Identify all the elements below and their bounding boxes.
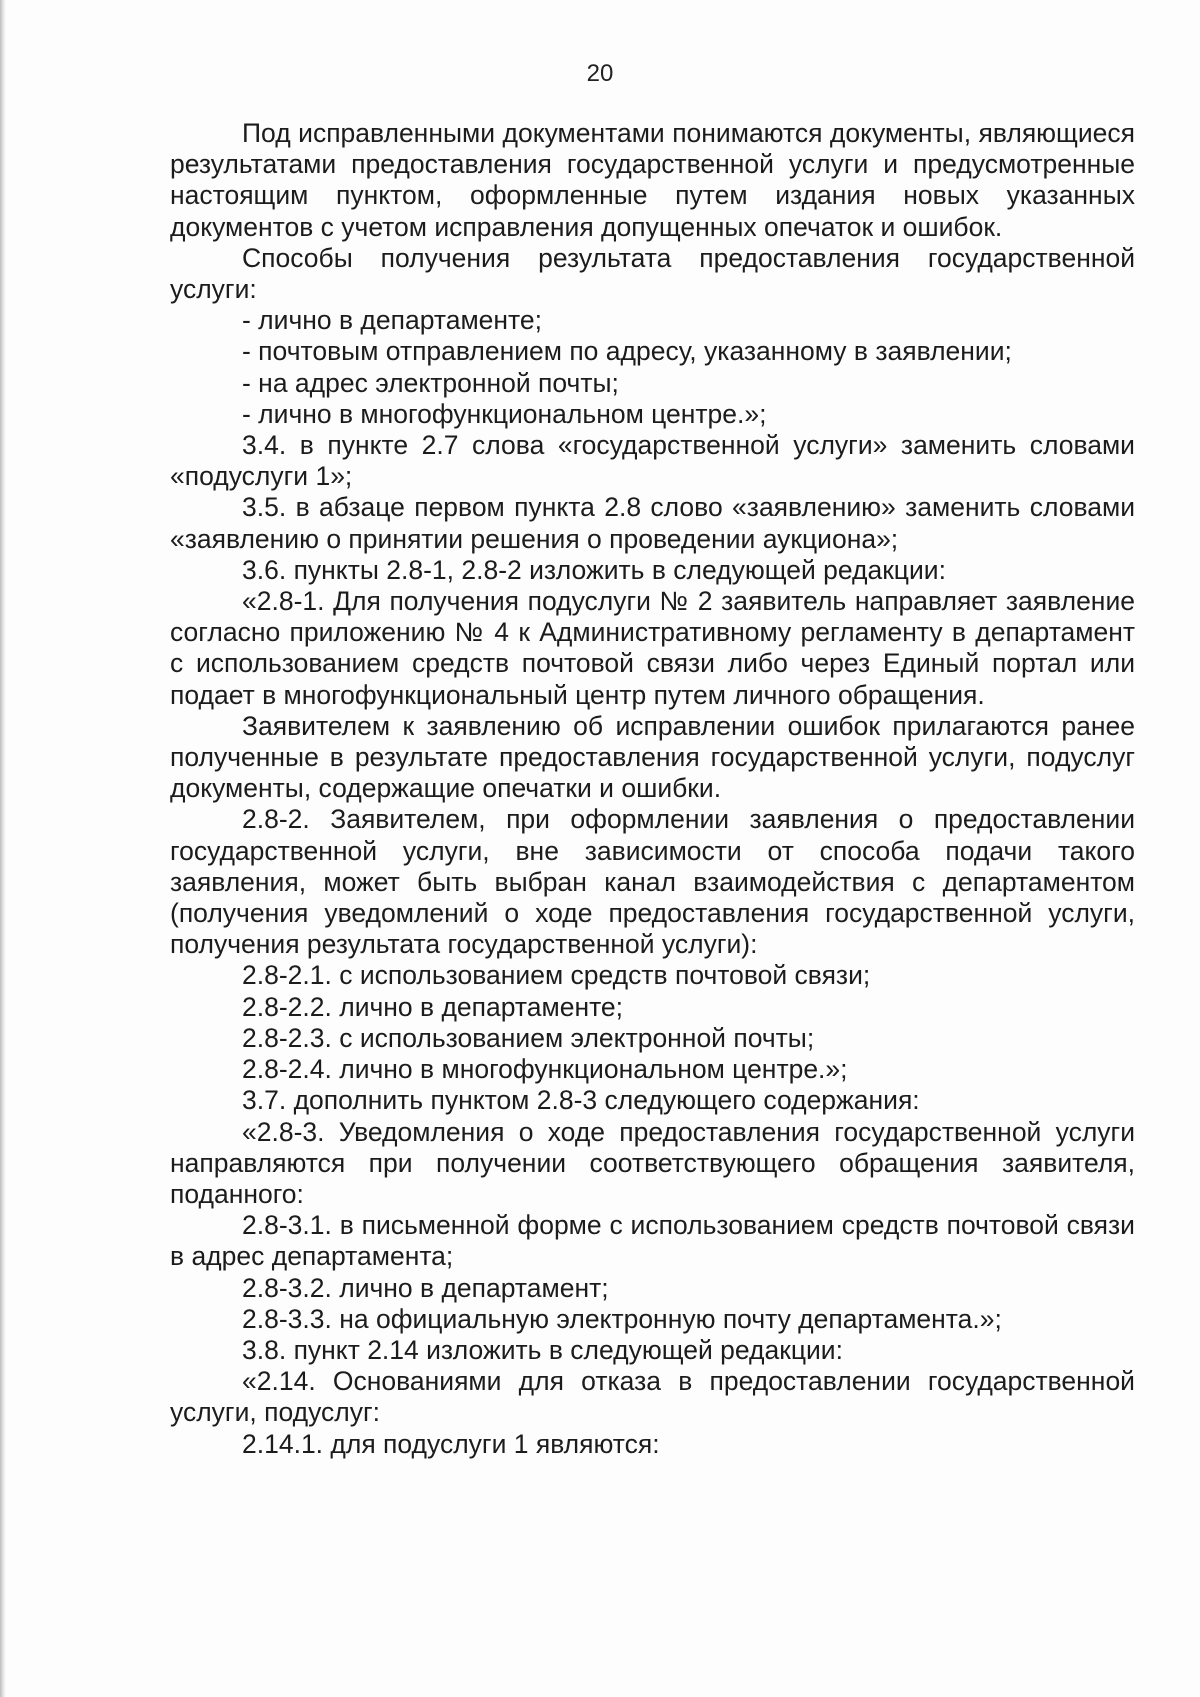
- paragraph-2-8-1: «2.8-1. Для получения подуслуги № 2 заявитель направляет заявление согласно приложению № 4 к Административному регламенту в департамент с использованием средств почтовой связи либо через Единый портал или подает в многофункциональный центр путем личного обращения.: [170, 586, 1135, 710]
- paragraph-2-14: «2.14. Основаниями для отказа в предоставлении государственной услуги, подуслуг:: [170, 1366, 1135, 1428]
- paragraph-3-5: 3.5. в абзаце первом пункта 2.8 слово «заявлению» заменить словами «заявлению о принятии решения о проведении аукциона»;: [170, 492, 1135, 554]
- paragraph-result-methods: Способы получения результата предоставления государственной услуги:: [170, 242, 1135, 305]
- paragraph-corrected-documents: Под исправленными документами понимаются документы, являющиеся результатами предоставления государственной услуги и предусмотренные настоящим пунктом, оформленные путем издания новых указанных документов с учетом исправления допущенных опечаток и ошибок.: [170, 118, 1135, 242]
- list-item-mfc: - лично в многофункциональном центре.»;: [242, 398, 767, 429]
- paragraph-applicant-attachments: Заявителем к заявлению об исправлении ошибок прилагаются ранее полученные в результате предоставления государственной услуги, подуслуг документы, содержащие опечатки и ошибки.: [170, 710, 1135, 804]
- list-item-in-department: - лично в департаменте;: [242, 305, 542, 336]
- paragraph-2-8-3: «2.8-3. Уведомления о ходе предоставления государственной услуги направляются при получении соответствующего обращения заявителя, поданного:: [170, 1116, 1135, 1209]
- paragraph-2-8-3-1: 2.8-3.1. в письменной форме с использованием средств почтовой связи в адрес департамента;: [170, 1210, 1135, 1272]
- document-body: [170, 118, 1135, 1460]
- list-item-postal: - почтовым отправлением по адресу, указанному в заявлении;: [242, 336, 1012, 367]
- paragraph-2-14-1: 2.14.1. для подуслуги 1 являются:: [242, 1428, 660, 1459]
- paragraph-2-8-3-3: 2.8-3.3. на официальную электронную почту департамента.»;: [242, 1303, 1002, 1334]
- paragraph-2-8-2-4: 2.8-2.4. лично в многофункциональном центре.»;: [242, 1054, 848, 1085]
- paragraph-2-8-3-2: 2.8-3.2. лично в департамент;: [242, 1272, 609, 1303]
- paragraph-3-4: 3.4. в пункте 2.7 слова «государственной услуги» заменить словами «подуслуги 1»;: [170, 430, 1135, 492]
- paragraph-2-8-2-1: 2.8-2.1. с использованием средств почтовой связи;: [242, 960, 871, 991]
- paragraph-3-6: 3.6. пункты 2.8-1, 2.8-2 изложить в следующей редакции:: [242, 554, 946, 585]
- paragraph-2-8-2-3: 2.8-2.3. с использованием электронной почты;: [242, 1022, 815, 1053]
- scan-left-edge: [0, 0, 6, 1697]
- list-item-email: - на адрес электронной почты;: [242, 367, 619, 398]
- paragraph-2-8-2-2: 2.8-2.2. лично в департаменте;: [242, 991, 624, 1022]
- paragraph-3-8: 3.8. пункт 2.14 изложить в следующей редакции:: [242, 1334, 843, 1365]
- page-number: 20: [586, 60, 614, 87]
- paragraph-2-8-2: 2.8-2. Заявителем, при оформлении заявления о предоставлении государственной услуги, вне зависимости от способа подачи такого заявления, может быть выбран канал взаимодействия с департаментом (получения уведомлений о ходе предоставления государственной услуги, получения результата государственной услуги):: [170, 804, 1135, 960]
- paragraph-3-7: 3.7. дополнить пунктом 2.8-3 следующего содержания:: [242, 1085, 920, 1116]
